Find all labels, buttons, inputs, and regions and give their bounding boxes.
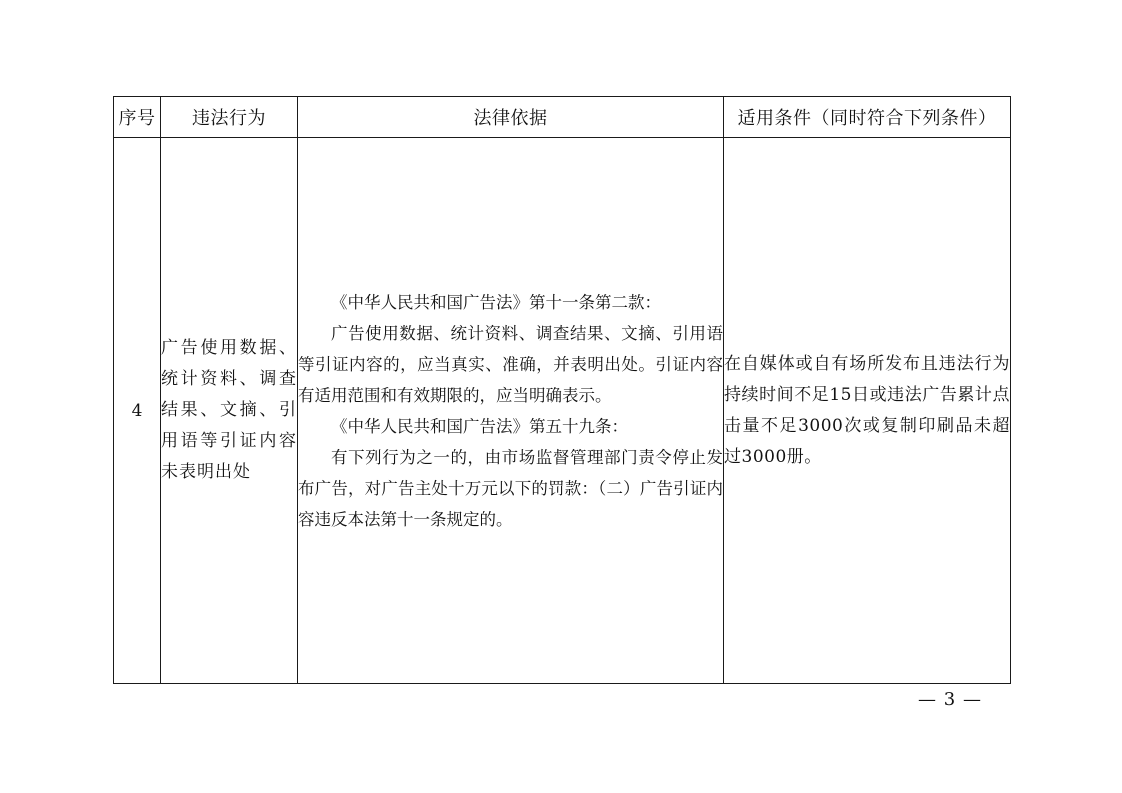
row-conditions-cell: 在自媒体或自有场所发布且违法行为持续时间不足15日或违法广告累计点击量不足3000次或复制印刷品未超过3000册。 <box>724 138 1011 684</box>
table-row <box>114 138 1011 684</box>
row-number-cell: 4 <box>114 138 161 684</box>
header-legal-basis: 法律依据 <box>298 97 724 138</box>
legal-basis-paragraph: 有下列行为之一的，由市场监督管理部门责令停止发布广告，对广告主处十万元以下的罚款：（二）广告引证内容违反本法第十一条规定的。 <box>298 447 723 529</box>
table-header-row <box>114 97 1011 138</box>
regulation-table <box>113 96 1011 684</box>
legal-basis-paragraph: 《中华人民共和国广告法》第十一条第二款： <box>331 292 661 312</box>
header-conditions: 适用条件（同时符合下列条件） <box>724 97 1011 138</box>
row-action-cell: 广告使用数据、统计资料、调查结果、文摘、引用语等引证内容未表明出处 <box>161 138 298 684</box>
page-number: — 3 — <box>918 689 982 710</box>
legal-basis-paragraph: 《中华人民共和国广告法》第五十九条： <box>331 416 628 436</box>
header-action: 违法行为 <box>161 97 298 138</box>
row-legal-basis-cell <box>298 138 724 684</box>
header-number: 序号 <box>114 97 161 138</box>
legal-basis-paragraph: 广告使用数据、统计资料、调查结果、文摘、引用语等引证内容的，应当真实、准确，并表明出处。引证内容有适用范围和有效期限的，应当明确表示。 <box>298 323 723 405</box>
